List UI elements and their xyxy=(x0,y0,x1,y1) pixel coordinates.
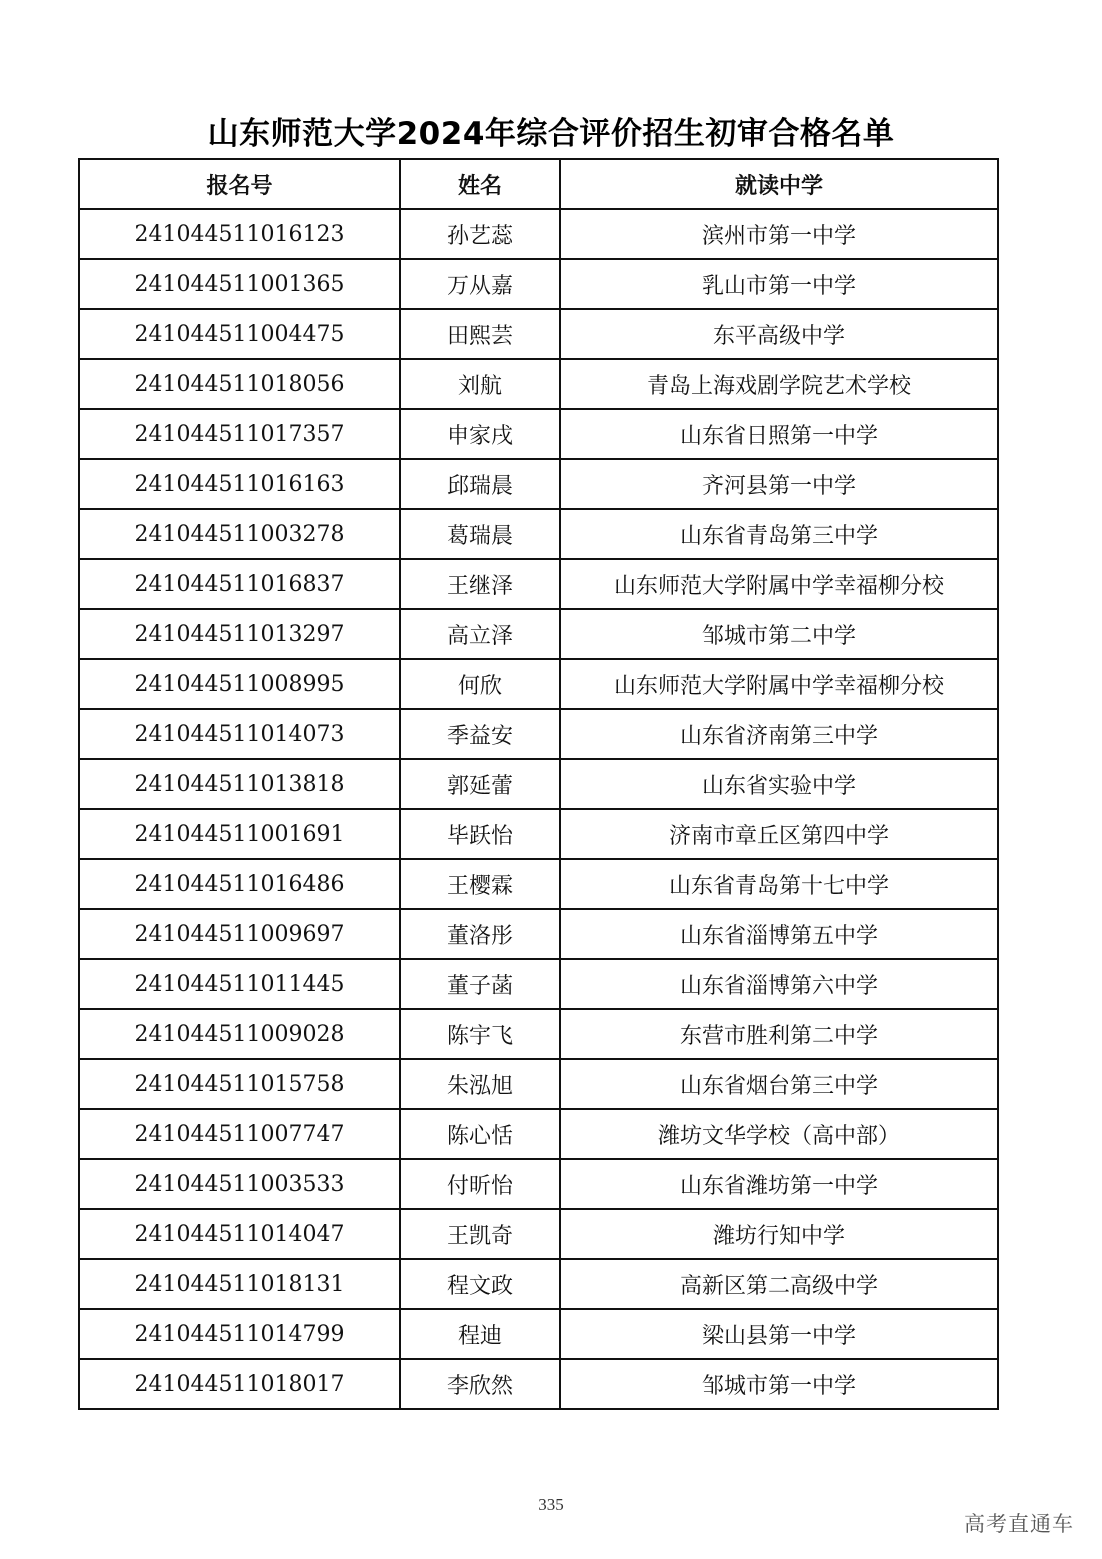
cell-registration-number: 241044511009028 xyxy=(79,1009,400,1059)
cell-student-name: 万从嘉 xyxy=(400,259,560,309)
cell-student-name: 陈心恬 xyxy=(400,1109,560,1159)
cell-school-name: 山东师范大学附属中学幸福柳分校 xyxy=(560,559,998,609)
cell-school-name: 梁山县第一中学 xyxy=(560,1309,998,1359)
cell-registration-number: 241044511003533 xyxy=(79,1159,400,1209)
table-row xyxy=(79,959,998,1009)
cell-student-name: 高立泽 xyxy=(400,609,560,659)
cell-student-name: 葛瑞晨 xyxy=(400,509,560,559)
page-number: 335 xyxy=(538,1495,564,1514)
table-row xyxy=(79,759,998,809)
cell-registration-number: 241044511008995 xyxy=(79,659,400,709)
admission-roster-table xyxy=(78,158,999,1410)
cell-school-name: 高新区第二高级中学 xyxy=(560,1259,998,1309)
cell-student-name: 董洛彤 xyxy=(400,909,560,959)
cell-student-name: 毕跃怡 xyxy=(400,809,560,859)
table-row xyxy=(79,659,998,709)
cell-school-name: 东平高级中学 xyxy=(560,309,998,359)
cell-registration-number: 241044511015758 xyxy=(79,1059,400,1109)
cell-registration-number: 241044511018131 xyxy=(79,1259,400,1309)
cell-registration-number: 241044511001691 xyxy=(79,809,400,859)
cell-school-name: 山东省日照第一中学 xyxy=(560,409,998,459)
cell-student-name: 陈宇飞 xyxy=(400,1009,560,1059)
cell-student-name: 王凯奇 xyxy=(400,1209,560,1259)
column-header-name: 姓名 xyxy=(400,159,560,209)
table-body xyxy=(79,209,998,1409)
table-row xyxy=(79,1309,998,1359)
cell-school-name: 邹城市第一中学 xyxy=(560,1359,998,1409)
cell-student-name: 朱泓旭 xyxy=(400,1059,560,1109)
cell-student-name: 王继泽 xyxy=(400,559,560,609)
cell-registration-number: 241044511018017 xyxy=(79,1359,400,1409)
cell-registration-number: 241044511014047 xyxy=(79,1209,400,1259)
cell-student-name: 何欣 xyxy=(400,659,560,709)
table-header-row xyxy=(79,159,998,209)
cell-school-name: 山东省潍坊第一中学 xyxy=(560,1159,998,1209)
column-header-school: 就读中学 xyxy=(560,159,998,209)
cell-registration-number: 241044511014073 xyxy=(79,709,400,759)
table-row xyxy=(79,1209,998,1259)
cell-school-name: 山东省淄博第五中学 xyxy=(560,909,998,959)
cell-student-name: 王樱霖 xyxy=(400,859,560,909)
cell-school-name: 山东省实验中学 xyxy=(560,759,998,809)
cell-school-name: 齐河县第一中学 xyxy=(560,459,998,509)
cell-student-name: 董子菡 xyxy=(400,959,560,1009)
cell-school-name: 山东省烟台第三中学 xyxy=(560,1059,998,1109)
table-row xyxy=(79,309,998,359)
cell-student-name: 李欣然 xyxy=(400,1359,560,1409)
cell-student-name: 申家戌 xyxy=(400,409,560,459)
table-row xyxy=(79,1259,998,1309)
cell-student-name: 孙艺蕊 xyxy=(400,209,560,259)
cell-school-name: 滨州市第一中学 xyxy=(560,209,998,259)
watermark-logo-text: 高考直通车 xyxy=(964,1512,1074,1536)
cell-registration-number: 241044511001365 xyxy=(79,259,400,309)
table-row xyxy=(79,359,998,409)
table-row xyxy=(79,809,998,859)
column-header-registration-number: 报名号 xyxy=(79,159,400,209)
document-title: 山东师范大学2024年综合评价招生初审合格名单 xyxy=(207,116,895,152)
cell-student-name: 程迪 xyxy=(400,1309,560,1359)
cell-student-name: 季益安 xyxy=(400,709,560,759)
cell-registration-number: 241044511016163 xyxy=(79,459,400,509)
table-row xyxy=(79,1359,998,1409)
cell-registration-number: 241044511003278 xyxy=(79,509,400,559)
cell-registration-number: 241044511011445 xyxy=(79,959,400,1009)
cell-student-name: 刘航 xyxy=(400,359,560,409)
table-row xyxy=(79,509,998,559)
cell-student-name: 田熙芸 xyxy=(400,309,560,359)
cell-registration-number: 241044511017357 xyxy=(79,409,400,459)
cell-student-name: 程文政 xyxy=(400,1259,560,1309)
table-row xyxy=(79,1059,998,1109)
cell-school-name: 潍坊文华学校（高中部） xyxy=(560,1109,998,1159)
table-row xyxy=(79,1009,998,1059)
cell-registration-number: 241044511016837 xyxy=(79,559,400,609)
cell-school-name: 东营市胜利第二中学 xyxy=(560,1009,998,1059)
cell-school-name: 山东省济南第三中学 xyxy=(560,709,998,759)
cell-registration-number: 241044511009697 xyxy=(79,909,400,959)
table-row xyxy=(79,259,998,309)
table-row xyxy=(79,859,998,909)
cell-school-name: 邹城市第二中学 xyxy=(560,609,998,659)
cell-school-name: 乳山市第一中学 xyxy=(560,259,998,309)
table-row xyxy=(79,909,998,959)
table-row xyxy=(79,1109,998,1159)
cell-registration-number: 241044511013818 xyxy=(79,759,400,809)
table-row xyxy=(79,609,998,659)
table-row xyxy=(79,209,998,259)
cell-school-name: 山东省青岛第三中学 xyxy=(560,509,998,559)
cell-school-name: 山东师范大学附属中学幸福柳分校 xyxy=(560,659,998,709)
cell-registration-number: 241044511004475 xyxy=(79,309,400,359)
cell-registration-number: 241044511016123 xyxy=(79,209,400,259)
cell-student-name: 郭延蕾 xyxy=(400,759,560,809)
table-row xyxy=(79,1159,998,1209)
table-row xyxy=(79,559,998,609)
cell-school-name: 潍坊行知中学 xyxy=(560,1209,998,1259)
cell-registration-number: 241044511014799 xyxy=(79,1309,400,1359)
cell-student-name: 付昕怡 xyxy=(400,1159,560,1209)
cell-student-name: 邱瑞晨 xyxy=(400,459,560,509)
table-row xyxy=(79,409,998,459)
table-row xyxy=(79,709,998,759)
cell-registration-number: 241044511013297 xyxy=(79,609,400,659)
cell-school-name: 山东省青岛第十七中学 xyxy=(560,859,998,909)
cell-registration-number: 241044511018056 xyxy=(79,359,400,409)
cell-registration-number: 241044511016486 xyxy=(79,859,400,909)
table-row xyxy=(79,459,998,509)
cell-school-name: 青岛上海戏剧学院艺术学校 xyxy=(560,359,998,409)
cell-registration-number: 241044511007747 xyxy=(79,1109,400,1159)
cell-school-name: 济南市章丘区第四中学 xyxy=(560,809,998,859)
cell-school-name: 山东省淄博第六中学 xyxy=(560,959,998,1009)
